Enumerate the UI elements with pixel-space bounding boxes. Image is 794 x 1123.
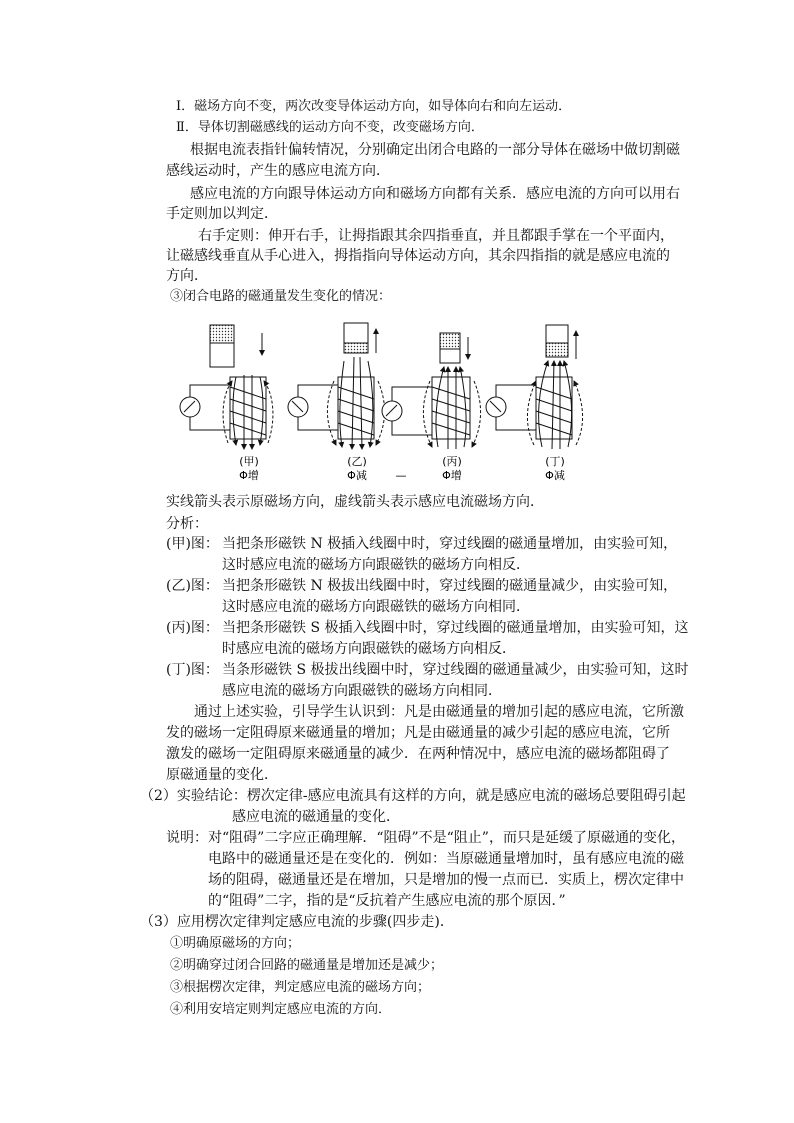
note-line-1: 说明：对“阻碍”二字应正确理解．“阻碍”不是“阻止”，而只是延缓了原磁通的变化， bbox=[166, 830, 685, 846]
panel-jia-label: (甲) bbox=[239, 455, 259, 468]
conclusion-line-1: （2）实验结论：楞次定律-感应电流具有这样的方向，就是感应电流的磁场总要阻碍引起 bbox=[140, 788, 686, 804]
note-line-2: 电路中的磁通量还是在变化的．例如：当原磁通量增加时，虽有感应电流的磁 bbox=[208, 851, 684, 867]
conclusion-line-2: 感应电流的磁通量的变化． bbox=[232, 809, 400, 825]
panel-bing-label: (丙) bbox=[442, 455, 462, 468]
panel-ding-label: (丁) bbox=[545, 455, 565, 468]
step-4: ④利用安培定则判定感应电流的方向． bbox=[170, 1002, 392, 1017]
analysis-ding-line2: 感应电流的磁场方向跟磁铁的磁场方向相同． bbox=[222, 683, 502, 699]
text-line-3: 根据电流表指针偏转情况，分别确定出闭合电路的一部分导体在磁场中做切割磁 bbox=[190, 142, 680, 158]
panel-bing-change: Φ增 bbox=[442, 469, 462, 482]
note-line-4: 的“阻碍”二字，指的是“反抗着产生感应电流的那个原因．” bbox=[208, 893, 566, 909]
analysis-bing-line1: 当把条形磁铁 S 极插入线圈中时，穿过线圈的磁通量增加，由实验可知，这 bbox=[222, 620, 689, 636]
note-line-3: 场的阻碍，磁通量还是在增加，只是增加的慢一点而已．实质上，楞次定律中 bbox=[208, 872, 684, 888]
text-line-6: 手定则加以判定． bbox=[166, 206, 278, 222]
analysis-jia-line2: 这时感应电流的磁场方向跟磁铁的磁场方向相反． bbox=[222, 557, 530, 573]
text-line-5: 感应电流的方向跟导体运动方向和磁场方向都有关系．感应电流的方向可以用右 bbox=[190, 186, 680, 202]
summary-line-3: 激发的磁场一定阻碍原来磁通量的减少．在两种情况中，感应电流的磁场都阻碍了 bbox=[166, 746, 670, 762]
steps-title: （3）应用楞次定律判定感应电流的步骤(四步走)． bbox=[140, 914, 454, 930]
text-line-8: 让磁感线垂直从手心进入，拇指指向导体运动方向，其余四指指的就是感应电流的 bbox=[166, 248, 670, 264]
analysis-yi-line1: 当把条形磁铁 N 极拔出线圈中时，穿过线圈的磁通量减少，由实验可知， bbox=[222, 578, 678, 594]
summary-line-1: 通过上述实验，引导学生认识到：凡是由磁通量的增加引起的感应电流，它所激 bbox=[194, 704, 684, 720]
text-line-4: 感线运动时，产生的感应电流方向． bbox=[166, 163, 390, 179]
analysis-yi-tag: (乙)图： bbox=[166, 578, 219, 594]
figure-mark: — bbox=[395, 469, 407, 482]
panel-jia-change: Φ增 bbox=[239, 469, 259, 482]
text-line-1: Ⅰ．磁场方向不变，两次改变导体运动方向，如导体向右和向左运动． bbox=[176, 99, 572, 114]
step-1: ①明确原磁场的方向； bbox=[170, 936, 301, 951]
text-line-7: 右手定则：伸开右手，让拇指跟其余四指垂直，并且都跟手掌在一个平面内， bbox=[198, 228, 674, 244]
analysis-ding-line1: 当条形磁铁 S 极拔出线圈中时，穿过线圈的磁通量减少，由实验可知，这时 bbox=[222, 662, 689, 678]
step-3: ③根据楞次定律，判定感应电流的磁场方向； bbox=[170, 980, 431, 995]
summary-line-4: 原磁通量的变化． bbox=[166, 767, 278, 783]
analysis-bing-tag: (丙)图： bbox=[166, 620, 219, 636]
text-line-10: ③闭合电路的磁通量发生变化的情况： bbox=[170, 289, 392, 304]
panel-yi-change: Φ减 bbox=[347, 469, 367, 482]
panel-ding-diagram bbox=[486, 325, 583, 449]
panel-bing-diagram bbox=[382, 333, 481, 449]
text-line-2: Ⅱ．导体切割磁感线的运动方向不变，改变磁场方向． bbox=[176, 120, 484, 135]
text-line-9: 方向． bbox=[166, 268, 208, 284]
panel-jia-diagram bbox=[180, 325, 273, 449]
coil-experiment-figure bbox=[170, 315, 590, 490]
analysis-jia-tag: (甲)图： bbox=[166, 536, 219, 552]
panel-yi-label: (乙) bbox=[347, 455, 367, 468]
analysis-jia-line1: 当把条形磁铁 N 极插入线圈中时，穿过线圈的磁通量增加，由实验可知， bbox=[222, 536, 678, 552]
analysis-title: 分析： bbox=[166, 516, 208, 532]
summary-line-2: 发的磁场一定阻碍原来磁通量的增加；凡是由磁通量的减少引起的感应电流，它所 bbox=[166, 725, 670, 741]
analysis-bing-line2: 时感应电流的磁场方向跟磁铁的磁场方向相反． bbox=[222, 641, 516, 657]
figure-caption: 实线箭头表示原磁场方向，虚线箭头表示感应电流磁场方向． bbox=[166, 494, 544, 510]
panel-yi-diagram bbox=[288, 323, 385, 449]
analysis-yi-line2: 这时感应电流的磁场方向跟磁铁的磁场方向相同． bbox=[222, 599, 530, 615]
step-2: ②明确穿过闭合回路的磁通量是增加还是减少； bbox=[170, 958, 444, 973]
analysis-ding-tag: (丁)图： bbox=[166, 662, 219, 678]
panel-ding-change: Φ减 bbox=[545, 469, 565, 482]
